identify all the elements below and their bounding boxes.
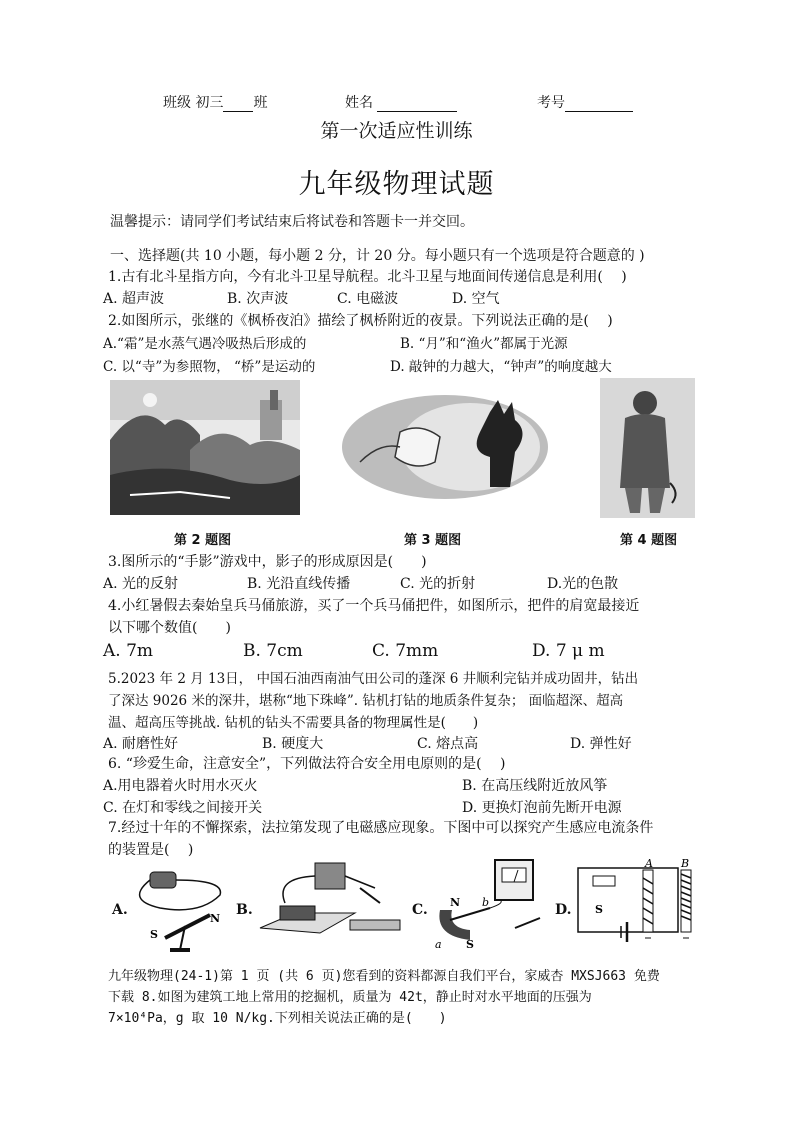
section-heading: 一、选择题(共 10 小题，每小题 2 分，计 20 分。每小题只有一个选项是符合题意的 )	[110, 248, 645, 264]
q1-option-b: B. 次声波	[227, 291, 289, 307]
q7-label-a: A.	[112, 902, 128, 918]
q7-stem-line1: 7.经过十年的不懈探索，法拉第发现了电磁感应现象。下图中可以探究产生感应电流条件	[108, 820, 654, 836]
q7-fig-c-galvanometer	[430, 858, 550, 950]
q2-option-c: C. 以“寺”为参照物， “桥”是运动的	[103, 359, 316, 375]
footer-line2: 下载 8.如图为建筑工地上常用的挖掘机，质量为 42t，静止时对水平地面的压强为	[108, 990, 592, 1005]
name-blank	[377, 97, 457, 112]
footer-line3: 7×10⁴Pa，g 取 10 N/kg.下列相关说法正确的是( )	[108, 1011, 447, 1026]
q6-option-c: C. 在灯和零线之间接开关	[103, 800, 263, 816]
q7-label-b: B.	[236, 902, 253, 918]
q7-fig-b-battery-rail	[255, 858, 405, 950]
fig4-caption: 第 4 题图	[620, 533, 678, 548]
q6-option-d: D. 更换灯泡前先断开电源	[462, 800, 622, 816]
q2-option-d: D. 敲钟的力越大，“钟声”的响度越大	[390, 359, 612, 375]
q7-fig-c-letter-a: a	[435, 938, 442, 950]
q3-stem: 3.图所示的“手影”游戏中，影子的形成原因是( )	[108, 554, 427, 570]
q7-fig-a-letter-n: N	[210, 912, 221, 925]
q2-option-b: B. “月”和“渔火”都属于光源	[400, 336, 568, 352]
q5-stem-line3: 温、超高压等挑战. 钻机的钻头不需要具备的物理属性是( )	[108, 715, 479, 731]
q7-fig-a-coil-compass	[130, 860, 230, 955]
footer-line1: 九年级物理(24-1)第 1 页 (共 6 页)您看到的资料都源自我们平台，家威杏 MXSJ663 免费	[108, 969, 660, 984]
q4-option-c: C. 7mm	[372, 641, 439, 661]
q7-fig-c-letter-n: N	[450, 896, 461, 909]
q5-option-a: A. 耐磨性好	[103, 736, 179, 752]
q4-option-d: D. 7 μ m	[532, 641, 605, 661]
q7-fig-d-letter-s: S	[595, 903, 603, 916]
exam-no-field	[537, 92, 633, 112]
q1-option-d: D. 空气	[452, 291, 500, 307]
q4-option-a: A. 7m	[103, 641, 154, 661]
notice: 温馨提示：请同学们考试结束后将试卷和答题卡一并交回。	[110, 214, 474, 230]
q6-option-a: A.用电器着火时用水灭火	[103, 778, 258, 794]
class-field	[163, 92, 267, 112]
q6-option-b: B. 在高压线附近放风筝	[462, 778, 608, 794]
fig2-landscape-image	[110, 380, 300, 515]
q3-option-a: A. 光的反射	[103, 576, 179, 592]
q7-fig-c-letter-b: b	[482, 896, 490, 909]
q4-stem-line1: 4.小红暑假去秦始皇兵马俑旅游，买了一个兵马俑把件，如图所示，把件的肩宽最接近	[108, 598, 640, 614]
q3-option-b: B. 光沿直线传播	[247, 576, 351, 592]
q7-fig-d-letter-b: B	[681, 858, 690, 870]
q5-stem-line2: 了深达 9026 米的深井，堪称“地下珠峰”. 钻机打钻的地质条件复杂； 面临超深、超高	[108, 693, 624, 709]
q7-stem-line2: 的装置是( )	[108, 842, 194, 858]
q7-fig-d-electromagnets	[573, 858, 713, 950]
q5-option-d: D. 弹性好	[570, 736, 632, 752]
class-suffix: 班	[253, 95, 268, 111]
q1-option-a: A. 超声波	[103, 291, 165, 307]
q7-fig-a-letter-s: S	[150, 928, 158, 941]
name-field	[345, 92, 457, 112]
q7-label-c: C.	[412, 902, 428, 918]
q4-option-b: B. 7cm	[243, 641, 303, 661]
exam-no-blank	[565, 97, 633, 112]
fig3-caption: 第 3 题图	[404, 533, 462, 548]
q3-option-d: D.光的色散	[547, 576, 619, 592]
fig2-caption: 第 2 题图	[174, 533, 232, 548]
q5-option-b: B. 硬度大	[262, 736, 324, 752]
q6-stem: 6. “珍爱生命，注意安全”，下列做法符合安全用电原则的是( )	[108, 756, 506, 772]
q2-stem: 2.如图所示，张继的《枫桥夜泊》描绘了枫桥附近的夜景。下列说法正确的是( )	[108, 313, 613, 329]
subtitle: 第一次适应性训练	[320, 120, 473, 142]
class-blank	[223, 97, 253, 112]
q1-option-c: C. 电磁波	[337, 291, 399, 307]
q7-label-d: D.	[555, 902, 572, 918]
q1-stem: 1.古有北斗星指方向，今有北斗卫星导航程。北斗卫星与地面间传递信息是利用( )	[108, 269, 627, 285]
fig3-hand-shadow-image	[340, 392, 550, 502]
q7-fig-d-letter-a: A	[645, 858, 653, 870]
page-title: 九年级物理试题	[298, 169, 495, 200]
q3-option-c: C. 光的折射	[400, 576, 476, 592]
class-label: 班级 初三	[163, 95, 224, 111]
q5-option-c: C. 熔点高	[417, 736, 479, 752]
fig4-terracotta-warrior-image	[600, 378, 695, 518]
q4-stem-line2: 以下哪个数值( )	[108, 620, 231, 636]
name-label: 姓名	[345, 95, 373, 111]
q5-stem-line1: 5.2023 年 2 月 13日， 中国石油西南油气田公司的蓬深 6 井顺利完钻并成功固井，钻出	[108, 671, 639, 687]
q7-fig-c-letter-s: S	[466, 938, 474, 950]
exam-no-label: 考号	[537, 95, 565, 111]
q2-option-a: A.“霜”是水蒸气遇冷吸热后形成的	[103, 336, 307, 352]
